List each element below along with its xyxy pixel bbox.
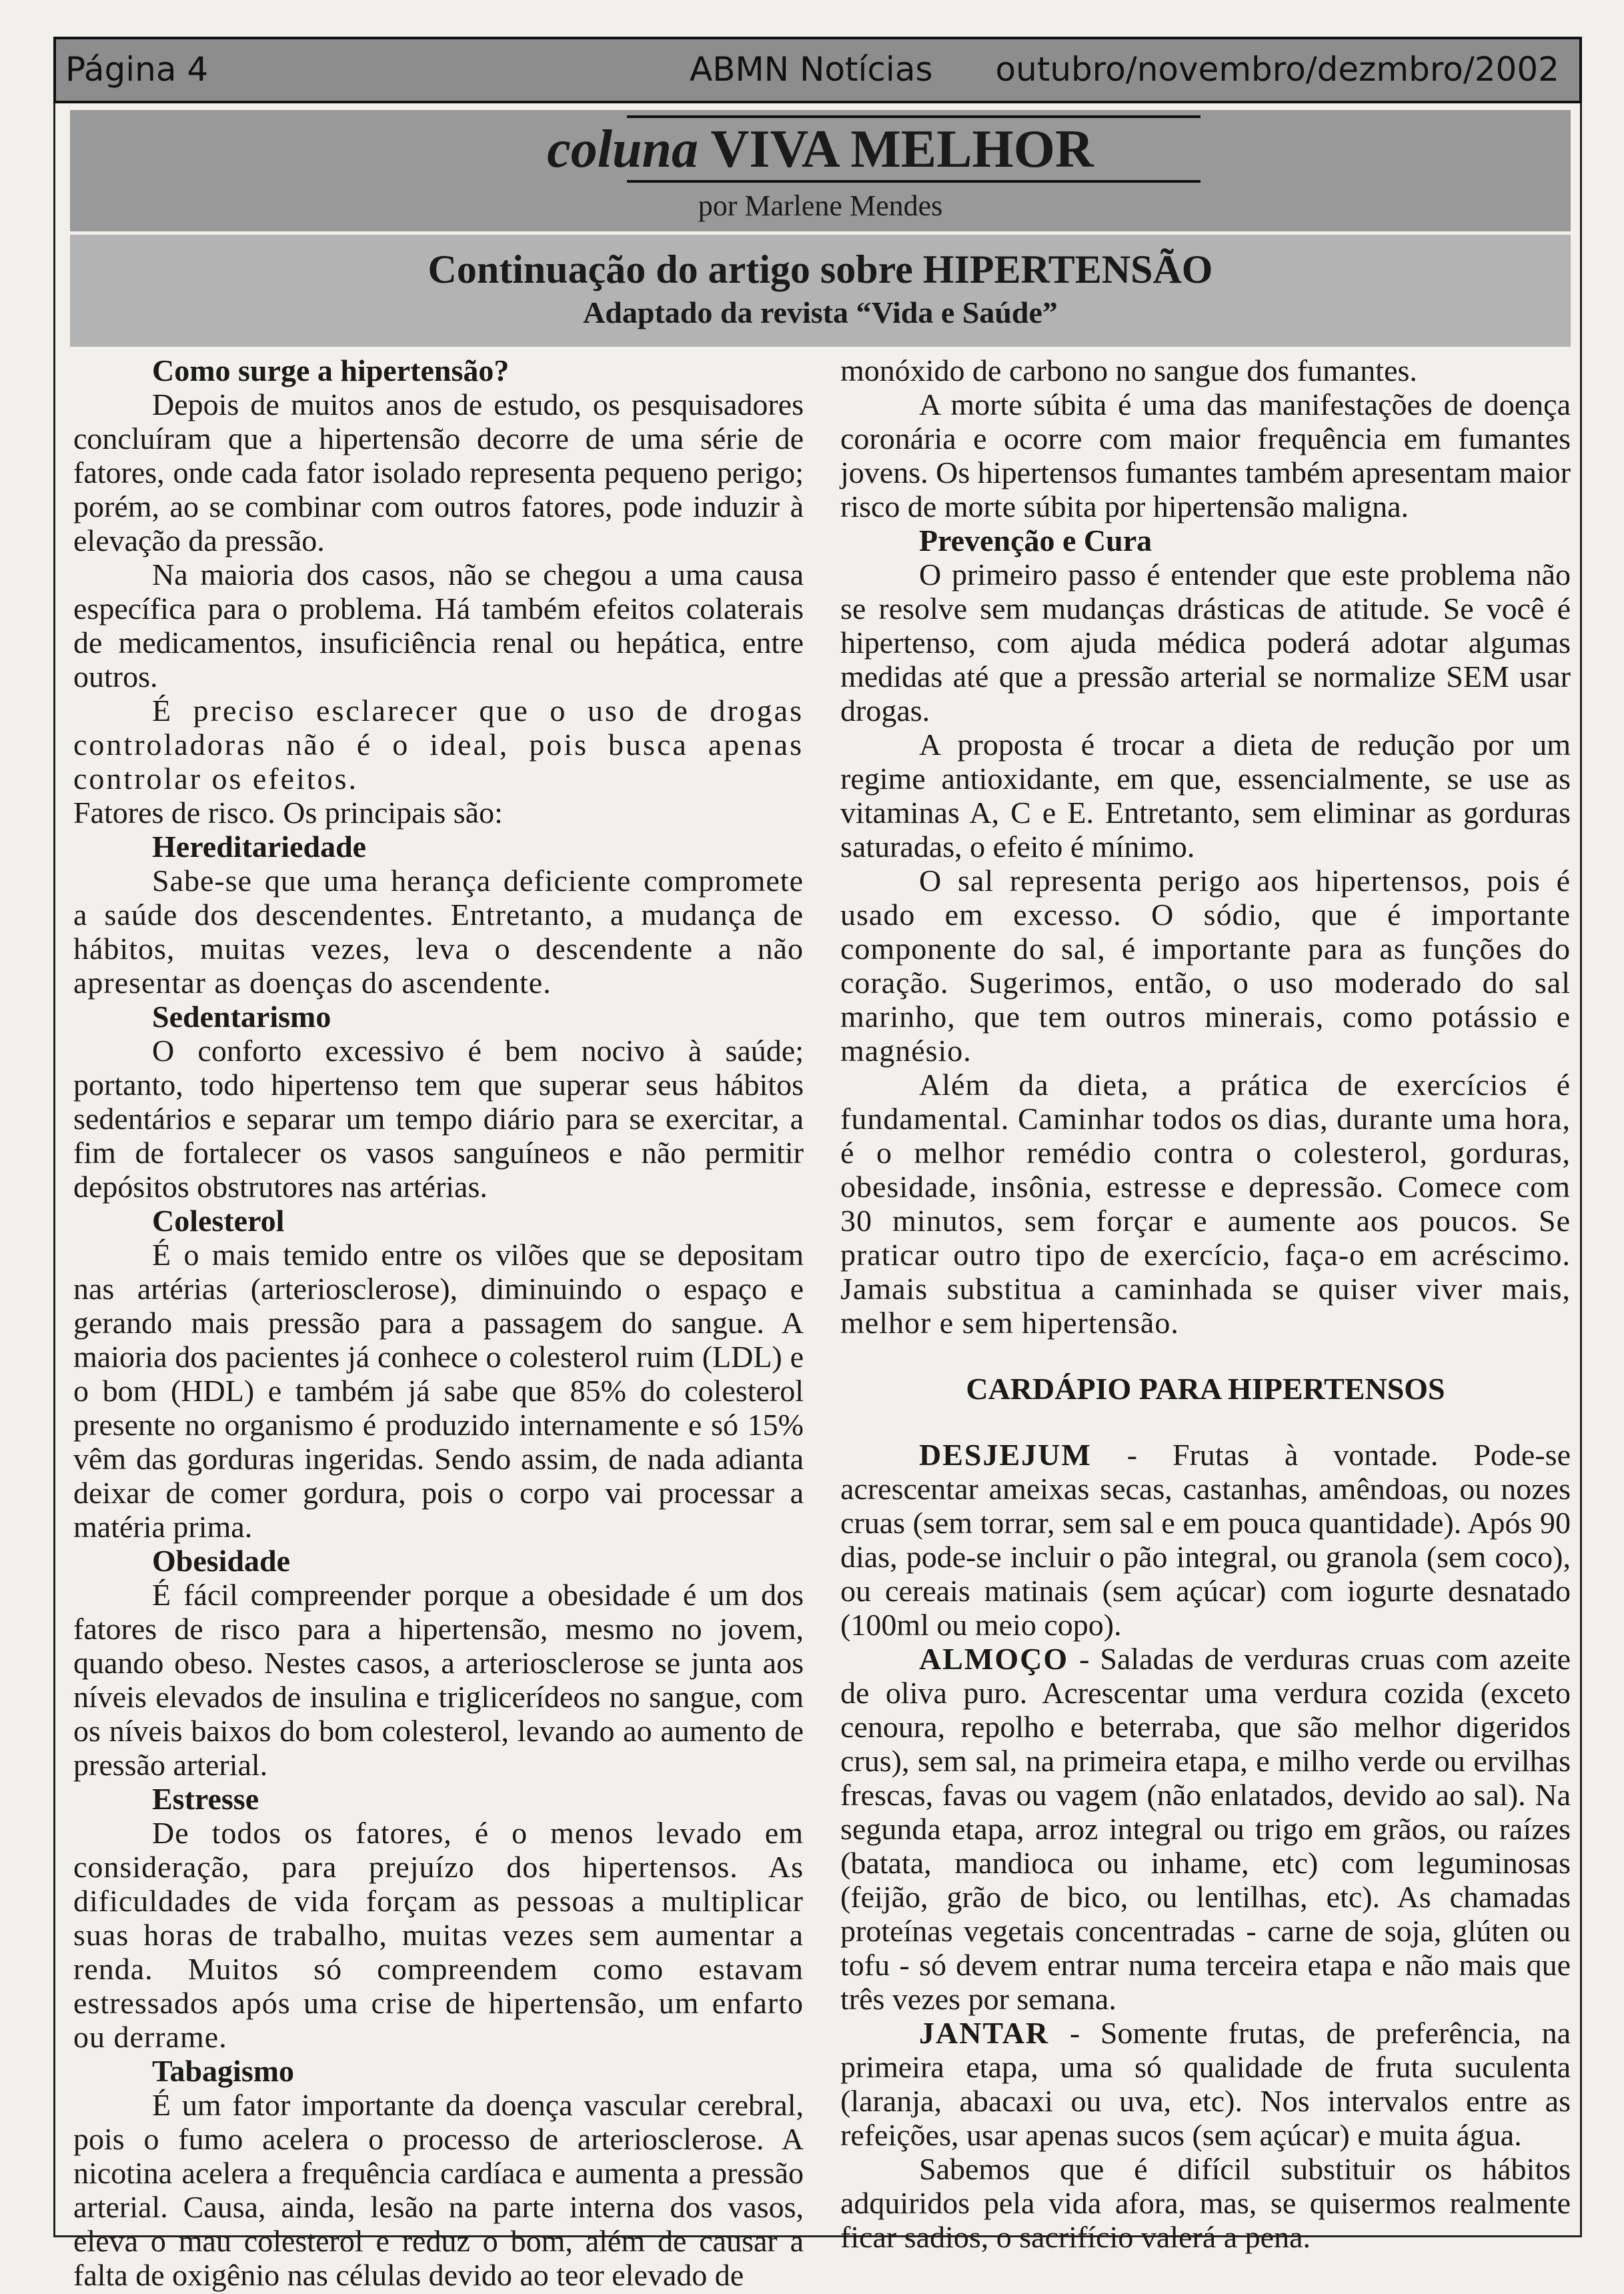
left-column xyxy=(73,353,804,2292)
paragraph: É o mais temido entre os vilões que se depositam nas artérias (arteriosclerose), diminuindo o espaço e gerando mais pressão para a passagem do sangue. A maioria dos pacientes já conhece o colesterol ruim (LDL) e o bom (HDL) e também já sabe que 85% do colesterol presente no organismo é produzido internamente e só 15% vêm das gorduras ingeridas. Sendo assim, de nada adianta deixar de comer gordura, pois o corpo vai processar a matéria prima. xyxy=(73,1238,804,1544)
heading-obesidade: Obesidade xyxy=(152,1544,291,1578)
paragraph: Sabemos que é difícil substituir os hábitos adquiridos pela vida afora, mas, se quisermos realmente ficar sadios, o sacrifício valerá a pena. xyxy=(840,2152,1571,2254)
paragraph-jantar xyxy=(840,2016,1571,2152)
article-header xyxy=(70,235,1571,347)
paragraph: Além da dieta, a prática de exercícios é fundamental. Caminhar todos os dias, durante uma hora, é o melhor remédio contra o colesterol, gorduras, obesidade, insônia, estresse e depressão. Comece com 30 minutos, sem forçar e aumente aos poucos. Se praticar outro tipo de exercício, faça-o em acréscimo. Jamais substitua a caminhada se quiser viver mais, melhor e sem hipertensão. xyxy=(840,1068,1571,1340)
title-rule-top xyxy=(627,115,1200,118)
label-jantar: JANTAR xyxy=(919,2016,1050,2050)
column-title-rest: VIVA MELHOR xyxy=(710,120,1094,179)
page-number: Página 4 xyxy=(65,50,209,89)
paragraph-almoco xyxy=(840,1642,1571,2016)
heading-sedentarismo: Sedentarismo xyxy=(152,1000,331,1034)
issue-date: outubro/novembro/dezmbro/2002 xyxy=(995,50,1559,89)
paragraph-desjejum xyxy=(840,1438,1571,1642)
publication-name: ABMN Notícias xyxy=(690,50,933,89)
heading-cardapio: CARDÁPIO PARA HIPERTENSOS xyxy=(966,1372,1445,1406)
paragraph: Sabe-se que uma herança deficiente compromete a saúde dos descendentes. Entretanto, a mudança de hábitos, muitas vezes, leva o descendente a não apresentar as doenças do ascendente. xyxy=(73,864,804,1000)
title-rule-bottom xyxy=(627,180,1200,183)
column-title-lead: coluna xyxy=(547,120,698,179)
paragraph: Depois de muitos anos de estudo, os pesquisadores concluíram que a hipertensão decorre de uma série de fatores, onde cada fator isolado representa pequeno perigo; porém, ao se combinar com outros fatores, pode induzir à elevação da pressão. xyxy=(73,387,804,557)
paragraph: O conforto excessivo é bem nocivo à saúde; portanto, todo hipertenso tem que superar seus hábitos sedentários e separar um tempo diário para se exercitar, a fim de fortalecer os vasos sanguíneos e não permitir depósitos obstrutores nas artérias. xyxy=(73,1034,804,1204)
right-column xyxy=(840,353,1571,2254)
heading-estresse: Estresse xyxy=(152,1782,259,1816)
article-title: Continuação do artigo sobre HIPERTENSÃO xyxy=(428,247,1213,291)
paragraph: É um fator importante da doença vascular cerebral, pois o fumo acelera o processo de arteriosclerose. A nicotina acelera a frequência cardíaca e aumenta a pressão arterial. Causa, ainda, lesão na parte interna dos vasos, eleva o mau colesterol e reduz o bom, além de causar a falta de oxigênio nas células devido ao teor elevado de xyxy=(73,2088,804,2292)
text-almoco: - Saladas de verduras cruas com azeite de oliva puro. Acrescentar uma verdura cozida (exceto cenoura, repolho e beterraba, que são melhor digeridos crus), sem sal, na primeira etapa, e milho verde ou ervilhas frescas, favas ou vagem (não enlatados, devido ao sal). Na segunda etapa, arroz integral ou trigo em grãos, ou raízes (batata, mandioca ou inhame, etc) com leguminosas (feijão, grão de bico, ou lentilhas, etc). As chamadas proteínas vegetais concentradas - carne de soja, glúten ou tofu - só devem entrar numa terceira etapa e não mais que três vezes por semana. xyxy=(840,1642,1571,2016)
paragraph: É fácil compreender porque a obesidade é um dos fatores de risco para a hipertensão, mesmo no jovem, quando obeso. Nestes casos, a arteriosclerose se junta aos níveis elevados de insulina e triglicerídeos no sangue, com os níveis baixos do bom colesterol, levando ao aumento de pressão arterial. xyxy=(73,1578,804,1782)
paragraph: Na maioria dos casos, não se chegou a uma causa específica para o problema. Há também efeitos colaterais de medicamentos, insuficiência renal ou hepática, entre outros. xyxy=(73,557,804,694)
text-desjejum: - Frutas à vontade. Pode-se acrescentar ameixas secas, castanhas, amêndoas, ou nozes cruas (sem torrar, sem sal e em pouca quantidade). Após 90 dias, pode-se incluir o pão integral, ou granola (sem coco), ou cereais matinais (sem açúcar) com iogurte desnatado (100ml ou meio copo). xyxy=(840,1438,1571,1642)
heading-hereditariedade: Hereditariedade xyxy=(152,830,367,864)
text-jantar: - Somente frutas, de preferência, na primeira etapa, uma só qualidade de fruta suculenta (laranja, abacaxi ou uva, etc). Nos intervalos entre as refeições, usar apenas sucos (sem açúcar) e muita água. xyxy=(840,2016,1571,2152)
paragraph: É preciso esclarecer que o uso de drogas controladoras não é o ideal, pois busca apenas controlar os efeitos. xyxy=(73,694,804,796)
heading-prevencao-cura: Prevenção e Cura xyxy=(919,523,1152,557)
column-author: por Marlene Mendes xyxy=(698,189,943,222)
page-header-bar xyxy=(53,37,1582,103)
column-title xyxy=(70,119,1571,180)
paragraph: A proposta é trocar a dieta de redução por um regime antioxidante, em que, essencialmente, se use as vitaminas A, C e E. Entretanto, sem eliminar as gorduras saturadas, o efeito é mínimo. xyxy=(840,728,1571,864)
paragraph: monóxido de carbono no sangue dos fumantes. xyxy=(840,353,1417,387)
paragraph: A morte súbita é uma das manifestações de doença coronária e ocorre com maior frequência em fumantes jovens. Os hipertensos fumantes também apresentam maior risco de morte súbita por hipertensão maligna. xyxy=(840,387,1571,523)
paragraph: O primeiro passo é entender que este problema não se resolve sem mudanças drásticas de atitude. Se você é hipertenso, com ajuda médica poderá adotar algumas medidas até que a pressão arterial se normalize SEM usar drogas. xyxy=(840,557,1571,728)
paragraph: Fatores de risco. Os principais são: xyxy=(73,796,503,830)
column-header xyxy=(70,110,1571,231)
heading-colesterol: Colesterol xyxy=(152,1204,285,1238)
heading-como-surge: Como surge a hipertensão? xyxy=(152,353,510,387)
heading-tabagismo: Tabagismo xyxy=(152,2054,295,2088)
paragraph: O sal representa perigo aos hipertensos, pois é usado em excesso. O sódio, que é importante componente do sal, é importante para as funções do coração. Sugerimos, então, o uso moderado do sal marinho, que tem outros minerais, como potássio e magnésio. xyxy=(840,864,1571,1068)
article-subtitle: Adaptado da revista “Vida e Saúde” xyxy=(583,295,1058,329)
label-desjejum: DESJEJUM xyxy=(919,1438,1092,1472)
label-almoco: ALMOÇO xyxy=(919,1642,1069,1676)
paragraph: De todos os fatores, é o menos levado em consideração, para prejuízo dos hipertensos. As dificuldades de vida forçam as pessoas a multiplicar suas horas de trabalho, muitas vezes sem aumentar a renda. Muitos só compreendem como estavam estressados após uma crise de hipertensão, um enfarto ou derrame. xyxy=(73,1816,804,2054)
